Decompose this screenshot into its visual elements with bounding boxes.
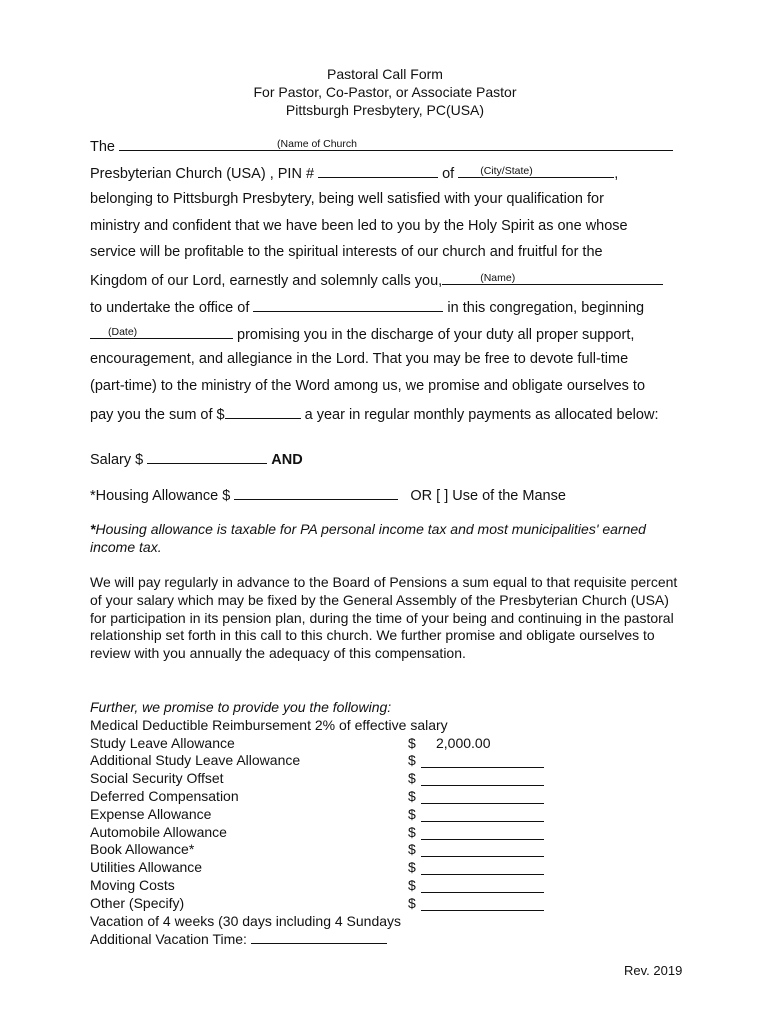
dollar-sign: $ bbox=[408, 859, 416, 876]
beginning-text: in this congregation, beginning bbox=[447, 300, 645, 316]
benefit-label: Social Security Offset bbox=[90, 770, 224, 787]
medical-deductible: Medical Deductible Reimbursement 2% of effective salary bbox=[90, 716, 448, 733]
dollar-sign: $ bbox=[408, 787, 416, 804]
pastor-name-hint: (Name) bbox=[480, 272, 516, 284]
additional-vacation-label: Additional Vacation Time: bbox=[90, 931, 247, 948]
benefit-amount-field[interactable] bbox=[421, 803, 544, 804]
call-line-4: ministry and confident that we have been led to you by the Holy Spirit as one whose bbox=[90, 218, 628, 234]
housing-note-text: Housing allowance is taxable for PA personal income tax and most municipalities' earned income tax. bbox=[90, 521, 646, 555]
benefit-row bbox=[90, 895, 448, 913]
benefit-label: Utilities Allowance bbox=[90, 859, 203, 876]
housing-note bbox=[90, 521, 660, 557]
benefit-label: Deferred Compensation bbox=[90, 787, 239, 804]
and-label: AND bbox=[271, 452, 303, 468]
church-name-hint: (Name of Church bbox=[277, 138, 357, 150]
benefit-row bbox=[90, 841, 448, 859]
of-word: of bbox=[442, 166, 455, 182]
benefit-row bbox=[90, 859, 448, 877]
dollar-sign: $ bbox=[408, 770, 416, 787]
call-line-2 bbox=[90, 163, 618, 183]
comma: , bbox=[614, 166, 619, 182]
the-word: The bbox=[90, 139, 115, 155]
call-line-6 bbox=[90, 270, 663, 290]
benefit-label: Additional Study Leave Allowance bbox=[90, 752, 301, 769]
benefit-label: Moving Costs bbox=[90, 876, 175, 893]
benefit-amount-field[interactable] bbox=[421, 892, 544, 893]
dollar-sign: $ bbox=[408, 841, 416, 858]
benefit-amount-field[interactable] bbox=[421, 910, 544, 911]
dollar-sign: $ bbox=[408, 734, 416, 751]
housing-note-star: * bbox=[90, 521, 96, 537]
benefit-amount[interactable]: 2,000.00 bbox=[436, 734, 491, 751]
housing-label: *Housing Allowance $ bbox=[90, 488, 231, 504]
benefit-amount-field[interactable] bbox=[421, 874, 544, 875]
sum-text: pay you the sum of $ bbox=[90, 407, 225, 423]
salary-label: Salary $ bbox=[90, 452, 144, 468]
monthly-payments-text: a year in regular monthly payments as allocated below: bbox=[304, 407, 659, 423]
call-line-5: service will be profitable to the spiritual interests of our church and fruitful for the bbox=[90, 244, 603, 260]
dollar-sign: $ bbox=[408, 823, 416, 840]
pension-paragraph: We will pay regularly in advance to the Board of Pensions a sum equal to that requisite percent of your salary which may be fixed by the General Assembly of the Presbyterian Church (USA) for participation in its pension plan, during the time of your being and continuing in the pastoral relationship set forth in this call to this church. We further promise and obligate ourselves to review with you annually the adequacy of this compensation. bbox=[90, 574, 678, 662]
benefit-amount-field[interactable] bbox=[421, 767, 544, 768]
benefit-label: Study Leave Allowance bbox=[90, 734, 235, 751]
call-line-10: (part-time) to the ministry of the Word among us, we promise and obligate ourselves to bbox=[90, 378, 646, 394]
benefit-amount-field[interactable] bbox=[421, 839, 544, 840]
office-field[interactable] bbox=[253, 297, 443, 312]
call-line-11 bbox=[90, 404, 658, 424]
additional-vacation-line bbox=[90, 930, 448, 948]
city-state-field[interactable] bbox=[458, 163, 614, 178]
benefit-label: Other (Specify) bbox=[90, 894, 185, 911]
promising-text: promising you in the discharge of your duty all proper support, bbox=[237, 327, 635, 343]
pin-field[interactable] bbox=[318, 163, 438, 178]
annual-sum-field[interactable] bbox=[225, 404, 301, 419]
benefit-row bbox=[90, 752, 448, 770]
benefit-amount-field[interactable] bbox=[421, 821, 544, 822]
benefit-row bbox=[90, 877, 448, 895]
call-line-3: belonging to Pittsburgh Presbytery, being well satisfied with your qualification for bbox=[90, 191, 604, 207]
benefit-row bbox=[90, 824, 448, 842]
revision-label: Rev. 2019 bbox=[624, 963, 683, 978]
benefits-intro: Further, we promise to provide you the following: bbox=[90, 699, 392, 715]
housing-allowance-field[interactable] bbox=[234, 485, 398, 500]
salary-line bbox=[90, 449, 303, 469]
call-line-9: encouragement, and allegiance in the Lord. That you may be free to devote full-time bbox=[90, 351, 629, 367]
dollar-sign: $ bbox=[408, 752, 416, 769]
manse-option[interactable]: OR [ ] Use of the Manse bbox=[410, 488, 566, 504]
dollar-sign: $ bbox=[408, 894, 416, 911]
denomination-pin-text: Presbyterian Church (USA) , PIN # bbox=[90, 166, 315, 182]
benefit-label: Automobile Allowance bbox=[90, 823, 227, 840]
pastor-name-field[interactable] bbox=[442, 270, 663, 285]
salary-field[interactable] bbox=[147, 449, 267, 464]
benefits-list bbox=[90, 699, 491, 948]
church-name-field[interactable] bbox=[119, 136, 673, 151]
call-line-1 bbox=[90, 136, 673, 156]
form-subtitle: For Pastor, Co-Pastor, or Associate Pastor bbox=[253, 84, 517, 100]
benefit-label: Book Allowance* bbox=[90, 841, 195, 858]
benefit-row bbox=[90, 734, 491, 753]
start-date-hint: (Date) bbox=[108, 326, 138, 338]
call-line-7 bbox=[90, 297, 644, 317]
calls-you-text: Kingdom of our Lord, earnestly and solemnly calls you, bbox=[90, 273, 443, 289]
benefit-amount-field[interactable] bbox=[421, 856, 544, 857]
form-presbytery: Pittsburgh Presbytery, PC(USA) bbox=[285, 102, 485, 118]
benefit-row bbox=[90, 788, 448, 806]
call-line-8 bbox=[90, 324, 634, 344]
benefit-label: Expense Allowance bbox=[90, 805, 212, 822]
additional-vacation-field[interactable] bbox=[251, 930, 387, 944]
dollar-sign: $ bbox=[408, 876, 416, 893]
benefit-amount-field[interactable] bbox=[421, 785, 544, 786]
benefit-row bbox=[90, 770, 448, 788]
start-date-field[interactable] bbox=[90, 324, 233, 339]
housing-line bbox=[90, 485, 566, 505]
vacation-line: Vacation of 4 weeks (30 days including 4 Sundays bbox=[90, 912, 402, 929]
form-title: Pastoral Call Form bbox=[327, 66, 443, 82]
city-state-hint: (City/State) bbox=[480, 165, 533, 177]
dollar-sign: $ bbox=[408, 805, 416, 822]
office-text: to undertake the office of bbox=[90, 300, 250, 316]
benefit-row bbox=[90, 806, 448, 824]
